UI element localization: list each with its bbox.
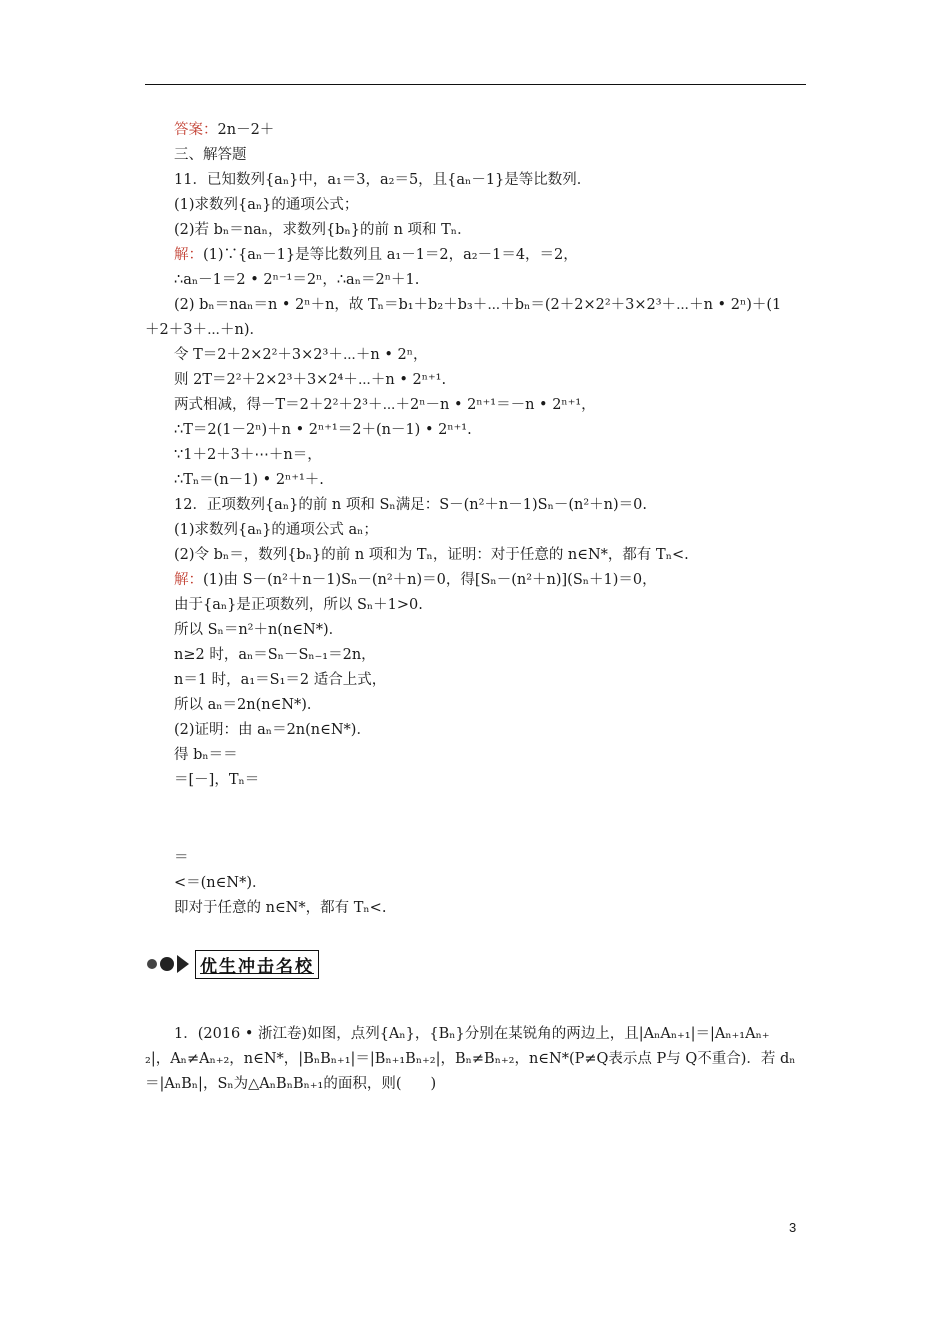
line-text: ＝[－]，Tₙ＝ bbox=[174, 772, 260, 788]
line-text: (2)令 bₙ＝，数列{bₙ}的前 n 项和为 Tₙ，证明：对于任意的 n∈N*，都有 Tₙ<. bbox=[174, 547, 689, 563]
answer-label: 答案： bbox=[174, 122, 218, 138]
line-text: 即对于任意的 n∈N*，都有 Tₙ<. bbox=[174, 900, 387, 916]
problem-line-3: ＝|AₙBₙ|，Sₙ为△AₙBₙBₙ₊₁的面积，则( ) bbox=[145, 1076, 437, 1092]
answer-label: 解： bbox=[174, 247, 203, 263]
text-line-q12-2 bbox=[174, 545, 689, 565]
line-text: 11．已知数列{aₙ}中，a₁＝3，a₂＝5，且{aₙ－1}是等比数列． bbox=[174, 172, 592, 188]
large-dot-icon bbox=[160, 957, 174, 971]
text-line-sol11-h bbox=[174, 420, 472, 440]
section-banner bbox=[147, 952, 319, 976]
text-line-q11-2 bbox=[174, 220, 472, 240]
line-text: ∴T＝2(1－2ⁿ)＋n • 2ⁿ⁺¹＝2＋(n－1) • 2ⁿ⁺¹. bbox=[174, 422, 472, 438]
line-text: ＋2＋3＋⋯＋n)． bbox=[145, 322, 264, 338]
text-line-sol12-f bbox=[174, 695, 321, 715]
line-text: n≥2 时，aₙ＝Sₙ－Sₙ₋₁＝2n， bbox=[174, 647, 376, 663]
line-text: 由于{aₙ}是正项数列，所以 Sₙ＋1>0. bbox=[174, 597, 423, 613]
line-text: ∵1＋2＋3＋⋯＋n＝， bbox=[174, 447, 322, 463]
line-text: <＝(n∈N*)． bbox=[174, 875, 267, 891]
page-number: 3 bbox=[789, 1220, 797, 1235]
line-text: (2) bₙ＝naₙ＝n • 2ⁿ＋n，故 Tₙ＝b₁＋b₂＋b₃＋⋯＋bₙ＝(2＋2×2²＋3×2³＋⋯＋n • 2ⁿ)＋(1 bbox=[174, 297, 782, 313]
line-text: (1)∵{aₙ－1}是等比数列且 a₁－1＝2，a₂－1＝4，＝2， bbox=[203, 247, 578, 263]
text-line-q11 bbox=[174, 170, 591, 190]
text-line-sol11-g bbox=[174, 395, 596, 415]
banner-title: 优生冲击名校 bbox=[195, 950, 319, 979]
text-line-sol12-c bbox=[174, 620, 343, 640]
text-line-sol11-f bbox=[174, 370, 446, 390]
small-dot-icon bbox=[147, 959, 157, 969]
line-text: 两式相减，得－T＝2＋2²＋2³＋⋯＋2ⁿ－n • 2ⁿ⁺¹＝－n • 2ⁿ⁺¹， bbox=[174, 397, 596, 413]
text-line-sol12-d bbox=[174, 645, 376, 665]
text-line-q12-1 bbox=[174, 520, 378, 540]
text-line-q11-1 bbox=[174, 195, 358, 215]
text-line-sol12-a bbox=[174, 570, 657, 590]
text-line-sol11-d bbox=[145, 320, 264, 340]
text-line-sol11-a bbox=[174, 245, 578, 265]
text-line-sol12-e bbox=[174, 670, 386, 690]
line-text: 12．正项数列{aₙ}的前 n 项和 Sₙ满足：S－(n²＋n－1)Sₙ－(n²＋n)＝0. bbox=[174, 497, 647, 513]
line-text: 所以 Sₙ＝n²＋n(n∈N*)． bbox=[174, 622, 344, 638]
text-line-sol11-b bbox=[174, 270, 419, 290]
line-text: ＝ bbox=[174, 850, 189, 866]
line-text: (1)由 S－(n²＋n－1)Sₙ－(n²＋n)＝0，得[Sₙ－(n²＋n)](Sₙ＋1)＝0， bbox=[203, 572, 657, 588]
line-text: 得 bₙ＝＝ bbox=[174, 747, 238, 763]
problem-line-2: ₂|，Aₙ≠Aₙ₊₂，n∈N*，|BₙBₙ₊₁|＝|Bₙ₊₁Bₙ₊₂|，Bₙ≠Bₙ₊₂，n∈N*(P≠Q表示点 P与 Q不重合)．若 dₙ bbox=[145, 1051, 796, 1067]
text-line-sol12-b bbox=[174, 595, 423, 615]
line-text: 三、解答题 bbox=[174, 147, 247, 163]
line-text: (1)求数列{aₙ}的通项公式 aₙ； bbox=[174, 522, 378, 538]
answer-label: 解： bbox=[174, 572, 203, 588]
text-line-sol12-j bbox=[174, 848, 189, 868]
header-rule bbox=[145, 84, 806, 85]
text-line-section3 bbox=[174, 145, 247, 165]
problem-line-1: 1．(2016 • 浙江卷)如图，点列{Aₙ}，{Bₙ}分别在某锐角的两边上，且|AₙAₙ₊₁|＝|Aₙ₊₁Aₙ₊ bbox=[174, 1026, 770, 1042]
text-line-answer bbox=[174, 120, 274, 140]
text-line-sol12-k bbox=[174, 873, 266, 893]
text-line-sol12-g bbox=[174, 720, 371, 740]
line-text: 则 2T＝2²＋2×2³＋3×2⁴＋⋯＋n • 2ⁿ⁺¹. bbox=[174, 372, 447, 388]
text-line-sol11-j bbox=[174, 470, 324, 490]
line-text: n＝1 时，a₁＝S₁＝2 适合上式， bbox=[174, 672, 387, 688]
text-line-sol11-e bbox=[174, 345, 428, 365]
line-text: ∴Tₙ＝(n－1) • 2ⁿ⁺¹＋. bbox=[174, 472, 324, 488]
line-text: (2)证明：由 aₙ＝2n(n∈N*)． bbox=[174, 722, 371, 738]
text-line-sol12-l bbox=[174, 898, 386, 918]
text-line-sol11-i bbox=[174, 445, 322, 465]
line-text: 令 T＝2＋2×2²＋3×2³＋⋯＋n • 2ⁿ， bbox=[174, 347, 428, 363]
line-text: (1)求数列{aₙ}的通项公式； bbox=[174, 197, 359, 213]
text-line-sol11-c bbox=[174, 295, 781, 315]
text-line-sol12-h bbox=[174, 745, 238, 765]
line-text: 所以 aₙ＝2n(n∈N*)． bbox=[174, 697, 322, 713]
text-line-sol12-i bbox=[174, 770, 259, 790]
line-text: 2n－2＋ bbox=[217, 122, 275, 138]
line-text: (2)若 bₙ＝naₙ，求数列{bₙ}的前 n 项和 Tₙ． bbox=[174, 222, 472, 238]
text-line-q12 bbox=[174, 495, 647, 515]
arrow-right-icon bbox=[177, 955, 189, 973]
line-text: ∴aₙ－1＝2 • 2ⁿ⁻¹＝2ⁿ，∴aₙ＝2ⁿ＋1. bbox=[174, 272, 420, 288]
